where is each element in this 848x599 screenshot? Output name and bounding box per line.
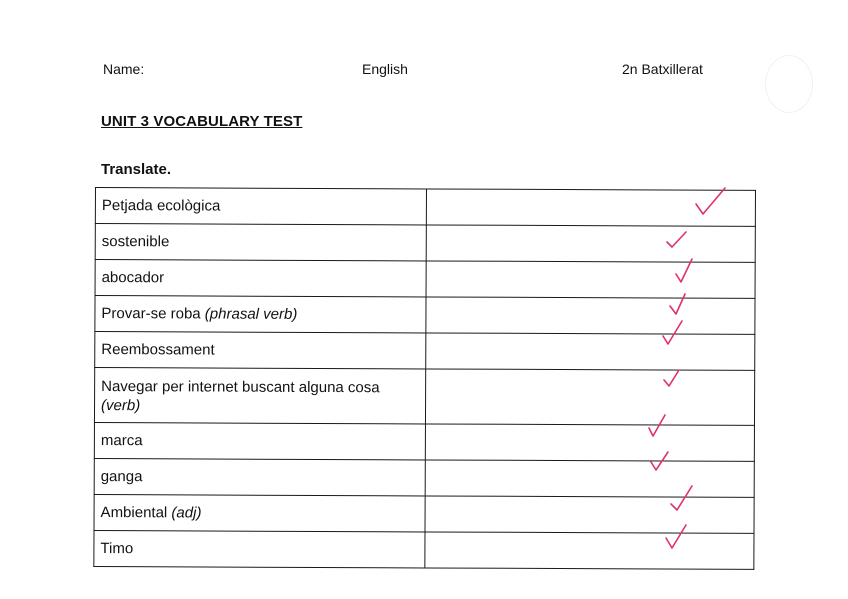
check-mark-icon: [674, 256, 704, 288]
term-text: Navegar per internet buscant alguna cosa: [101, 377, 380, 396]
answer-cell[interactable]: [425, 532, 754, 569]
term-cell: [95, 332, 426, 369]
table-row: [94, 494, 754, 533]
check-mark-icon: [663, 520, 693, 552]
name-label: Name:: [103, 61, 145, 77]
term-text: ganga: [100, 467, 143, 485]
term-text: Ambiental: [100, 503, 172, 521]
term-text: Provar-se roba: [101, 304, 205, 322]
term-text: Timo: [100, 539, 134, 557]
term-cell: [95, 296, 426, 333]
term-cell: [95, 260, 426, 297]
term-text: Reembossament: [101, 340, 215, 359]
answer-cell[interactable]: [426, 333, 755, 370]
check-mark-icon: [660, 318, 690, 350]
table-row: [95, 296, 755, 335]
term-text: abocador: [101, 268, 165, 286]
instruction-text: Translate.: [101, 161, 172, 178]
check-mark-icon: [694, 186, 728, 218]
term-text: Petjada ecològica: [101, 196, 221, 215]
term-cell: [94, 422, 425, 459]
paper-smudge: [765, 55, 813, 113]
answer-cell[interactable]: [426, 225, 755, 262]
answer-cell[interactable]: [425, 369, 754, 425]
table-row: [95, 224, 755, 263]
check-mark-icon: [648, 448, 678, 480]
check-mark-icon: [646, 412, 676, 444]
term-note: (phrasal verb): [204, 304, 298, 323]
course-label: 2n Batxillerat: [622, 61, 703, 77]
term-cell: [94, 494, 425, 531]
term-cell: [94, 368, 425, 424]
vocabulary-table: [93, 187, 756, 570]
term-note: (adj): [171, 503, 202, 521]
check-mark-icon: [661, 366, 691, 398]
answer-cell[interactable]: [425, 460, 754, 497]
table-row: [94, 530, 754, 569]
table-row: [95, 260, 755, 299]
term-cell: [95, 224, 426, 261]
answer-cell[interactable]: [426, 261, 755, 298]
test-title: UNIT 3 VOCABULARY TEST: [101, 113, 303, 130]
table-row: [95, 188, 755, 227]
term-cell: [94, 458, 425, 495]
answer-cell[interactable]: [425, 424, 754, 461]
term-note: (verb): [101, 396, 141, 414]
subject-label: English: [362, 61, 408, 77]
term-text: sostenible: [101, 232, 170, 250]
term-text: marca: [100, 431, 143, 449]
term-cell: [94, 530, 425, 567]
check-mark-icon: [668, 482, 698, 514]
answer-cell[interactable]: [426, 297, 755, 334]
term-cell: [95, 188, 426, 225]
table-row: [95, 332, 755, 371]
answer-cell[interactable]: [425, 496, 754, 533]
